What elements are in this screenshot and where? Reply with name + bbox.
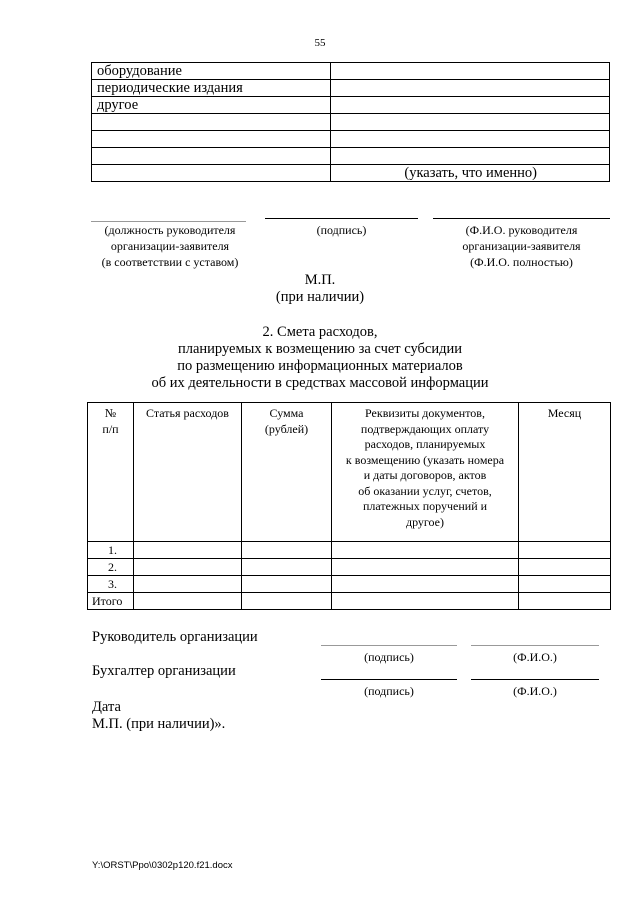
position-caption: (должность руководителя организации-заявителя (в соответствии с уставом) xyxy=(101,223,239,269)
row-number: 1. xyxy=(88,542,134,559)
date-label: Дата xyxy=(92,699,121,715)
table-row xyxy=(88,576,611,593)
bottom-stamp-label: М.П. (при наличии)». xyxy=(92,716,226,732)
table-cell xyxy=(134,542,242,559)
table-row xyxy=(88,542,611,559)
table-cell xyxy=(332,576,519,593)
accountant-fio-line xyxy=(471,679,599,680)
table-row xyxy=(92,165,610,182)
accountant-signature-caption: (подпись) xyxy=(364,684,414,698)
head-signature-caption: (подпись) xyxy=(364,650,414,664)
table-cell: другое xyxy=(92,97,331,114)
stamp-note: (при наличии) xyxy=(275,289,365,305)
head-signature-line xyxy=(321,645,457,646)
signature-line xyxy=(265,218,418,219)
signature-caption: (подпись) xyxy=(316,223,367,237)
row-number: 2. xyxy=(88,559,134,576)
table-cell xyxy=(92,114,331,131)
table-row xyxy=(92,63,610,80)
header-number: № п/п xyxy=(88,403,134,542)
stamp-label: М.П. xyxy=(304,272,336,288)
table-cell xyxy=(331,131,610,148)
specify-note-cell: (указать, что именно) xyxy=(331,165,610,182)
header-expense-item: Статья расходов xyxy=(134,403,242,542)
table-cell xyxy=(331,114,610,131)
fio-line xyxy=(433,218,610,219)
table-cell xyxy=(519,559,611,576)
table-row xyxy=(92,80,610,97)
table-row xyxy=(92,114,610,131)
table-row xyxy=(88,559,611,576)
table-cell xyxy=(332,559,519,576)
table-cell xyxy=(242,559,332,576)
accountant-fio-caption: (Ф.И.О.) xyxy=(513,684,557,698)
estimate-table xyxy=(87,402,611,610)
fio-caption: (Ф.И.О. руководителя организации-заявителя (Ф.И.О. полностью) xyxy=(462,223,581,269)
row-number: 3. xyxy=(88,576,134,593)
table-row xyxy=(92,131,610,148)
table-cell xyxy=(134,559,242,576)
table-cell xyxy=(519,576,611,593)
total-label: Итого xyxy=(88,593,134,610)
table-cell xyxy=(331,148,610,165)
table-cell xyxy=(332,593,519,610)
table-cell xyxy=(92,165,331,182)
table-cell xyxy=(242,576,332,593)
table-row xyxy=(92,97,610,114)
accountant-label: Бухгалтер организации xyxy=(92,663,236,679)
head-fio-line xyxy=(471,645,599,646)
header-sum: Сумма (рублей) xyxy=(242,403,332,542)
accountant-signature-line xyxy=(321,679,457,680)
table-cell xyxy=(331,97,610,114)
header-documents: Реквизиты документов, подтверждающих оплату расходов, планируемых к возмещению (указать номера и даты договоров, актов об оказании услуг, счетов, платежных поручений и другое) xyxy=(332,403,519,542)
total-row xyxy=(88,593,611,610)
table-cell xyxy=(331,80,610,97)
table-cell xyxy=(242,542,332,559)
table-cell xyxy=(332,542,519,559)
file-path: Y:\ORST\Ppo\0302p120.f21.docx xyxy=(92,860,233,871)
expense-types-table xyxy=(91,62,610,182)
header-month: Месяц xyxy=(519,403,611,542)
table-cell xyxy=(92,131,331,148)
table-cell xyxy=(134,576,242,593)
table-cell: периодические издания xyxy=(92,80,331,97)
head-label: Руководитель организации xyxy=(92,629,258,645)
table-cell xyxy=(92,148,331,165)
table-cell xyxy=(519,593,611,610)
section-title: 2. Смета расходов, планируемых к возмещению за счет субсидии по размещению информационных материалов об их деятельности в средствах массовой информации xyxy=(151,324,489,391)
page-number: 55 xyxy=(314,37,326,49)
table-cell xyxy=(331,63,610,80)
table-header-row xyxy=(88,403,611,542)
table-cell xyxy=(134,593,242,610)
table-row xyxy=(92,148,610,165)
head-fio-caption: (Ф.И.О.) xyxy=(513,650,557,664)
table-cell: оборудование xyxy=(92,63,331,80)
table-cell xyxy=(242,593,332,610)
table-cell xyxy=(519,542,611,559)
